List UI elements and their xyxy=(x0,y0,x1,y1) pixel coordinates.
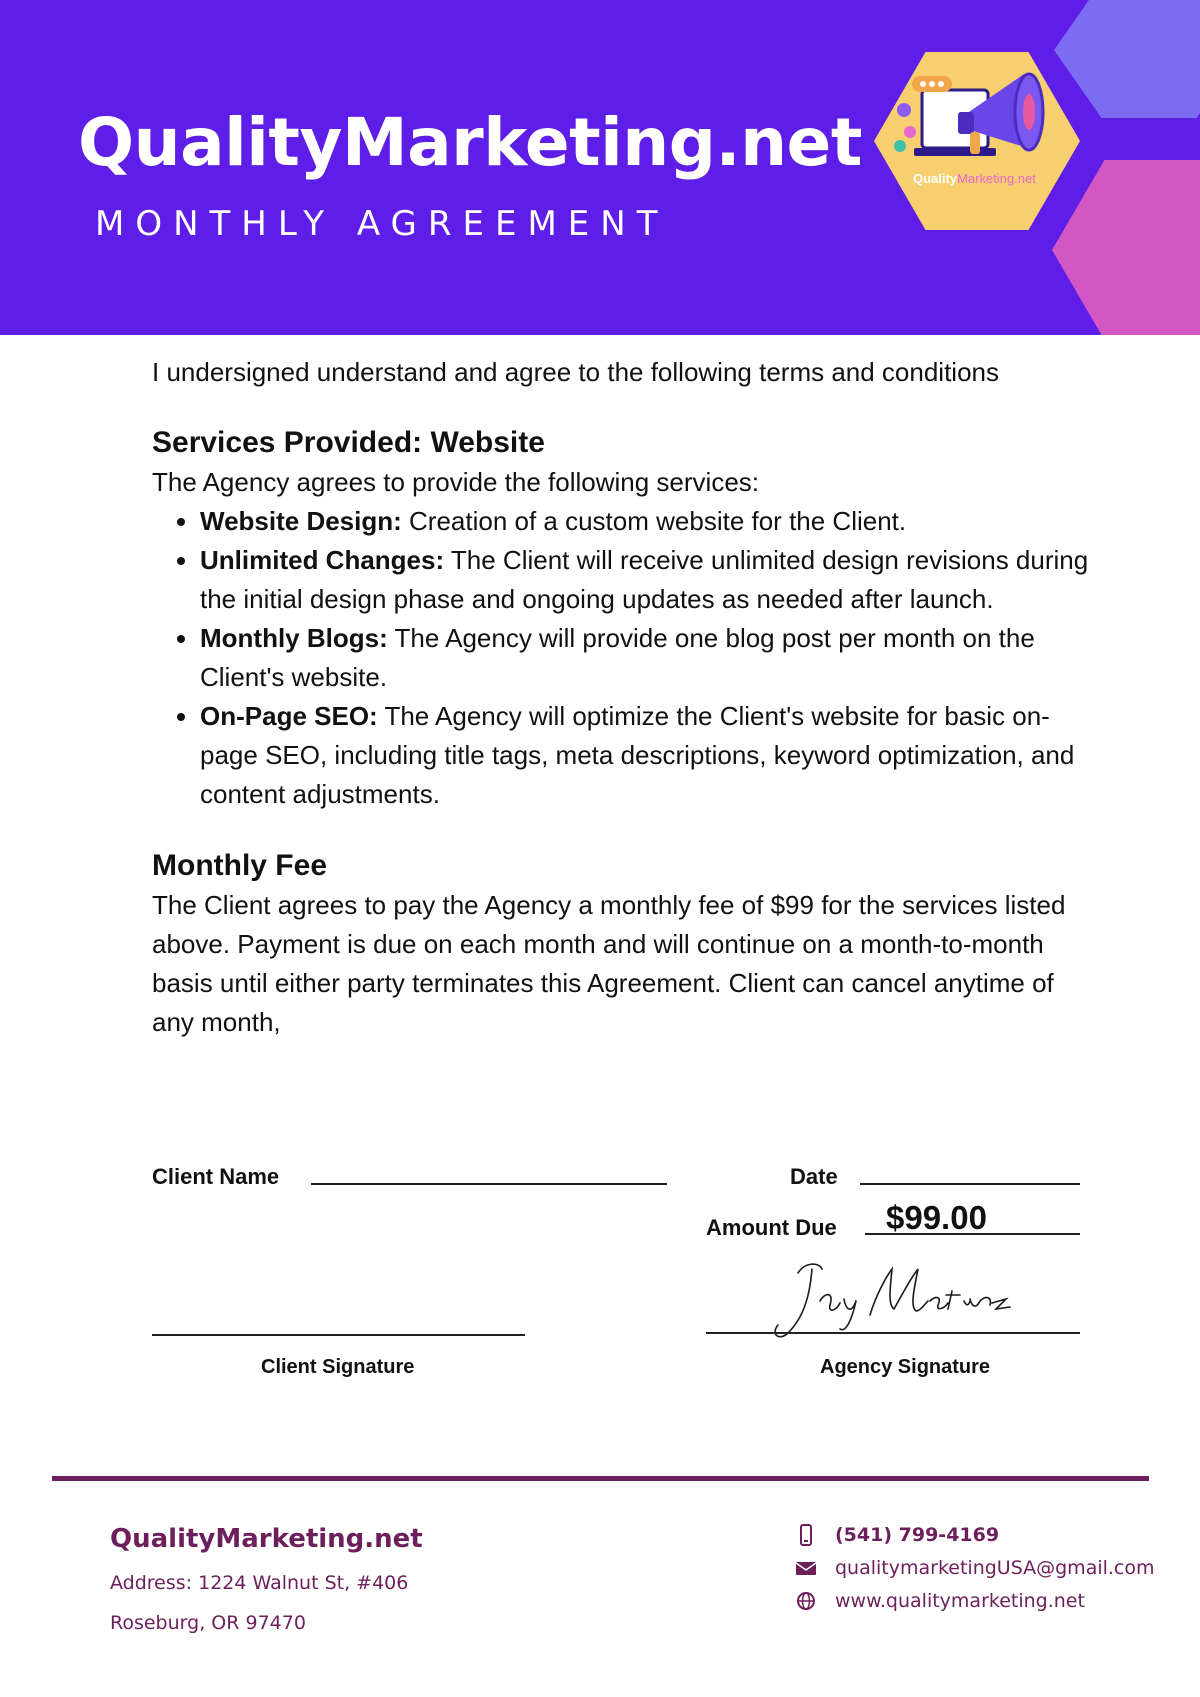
document-subtitle: MONTHLY AGREEMENT xyxy=(95,204,669,244)
service-description: The Client will receive unlimited design revisions during the initial design phase and ongoing updates as needed after launch. xyxy=(200,545,1089,614)
header-banner xyxy=(0,0,1200,335)
footer-divider xyxy=(52,1476,1149,1481)
service-term: On-Page SEO: xyxy=(200,701,378,731)
service-term: Website Design: xyxy=(200,506,402,536)
date-field[interactable] xyxy=(860,1183,1080,1185)
list-item xyxy=(200,619,1092,697)
date-label: Date xyxy=(790,1164,838,1189)
phone-icon xyxy=(795,1524,817,1546)
amount-due-label: Amount Due xyxy=(706,1215,837,1240)
services-list xyxy=(152,502,1092,814)
service-term: Monthly Blogs: xyxy=(200,623,388,653)
services-lead: The Agency agrees to provide the following services: xyxy=(152,467,760,497)
envelope-icon xyxy=(795,1557,817,1579)
contact-website[interactable] xyxy=(795,1590,1085,1612)
client-name-field[interactable] xyxy=(311,1183,667,1185)
service-description: The Agency will optimize the Client's website for basic on-page SEO, including title tags, meta descriptions, keyword optimization, and content adjustments. xyxy=(200,701,1075,809)
monthly-fee-text: The Client agrees to pay the Agency a monthly fee of $99 for the services listed above. Payment is due on each month and will continue on a month-to-month basis until either party terminates this Agreement. Client can cancel anytime of any month, xyxy=(152,890,1066,1037)
intro-statement: I undersigned understand and agree to the following terms and conditions xyxy=(152,357,1000,387)
megaphone-laptop-icon xyxy=(874,52,1080,230)
contact-email-text: qualitymarketingUSA@gmail.com xyxy=(835,1557,1155,1579)
logo-wordmark-quality: Quality xyxy=(913,171,958,186)
list-item xyxy=(200,502,1092,541)
amount-due-value: $99.00 xyxy=(886,1199,987,1236)
agreement-body xyxy=(152,355,1092,1042)
footer-address-line2: Roseburg, OR 97470 xyxy=(110,1612,306,1634)
brand-title: QualityMarketing.net xyxy=(78,104,862,181)
monthly-fee-heading: Monthly Fee xyxy=(152,849,328,882)
agency-signature-label: Agency Signature xyxy=(820,1356,991,1378)
service-description: The Agency will provide one blog post per month on the Client's website. xyxy=(200,623,1035,692)
list-item xyxy=(200,697,1092,814)
globe-icon xyxy=(795,1590,817,1612)
logo-wordmark xyxy=(913,171,1036,186)
footer-address-line1: Address: 1224 Walnut St, #406 xyxy=(110,1572,409,1594)
services-heading: Services Provided: Website xyxy=(152,426,545,459)
client-signature-line[interactable] xyxy=(152,1334,525,1336)
footer-brand: QualityMarketing.net xyxy=(110,1524,423,1554)
service-description: Creation of a custom website for the Client. xyxy=(401,506,907,536)
contact-phone[interactable] xyxy=(795,1524,999,1546)
list-item xyxy=(200,541,1092,619)
client-name-label: Client Name xyxy=(152,1164,280,1189)
agency-signature-line[interactable] xyxy=(706,1332,1080,1334)
service-term: Unlimited Changes: xyxy=(200,545,445,575)
contact-phone-text: (541) 799-4169 xyxy=(835,1524,1000,1546)
contact-website-text: www.qualitymarketing.net xyxy=(835,1590,1085,1612)
contact-email[interactable] xyxy=(795,1557,1155,1579)
logo-wordmark-marketing: Marketing.net xyxy=(957,171,1036,186)
client-signature-label: Client Signature xyxy=(261,1356,415,1378)
amount-due-field[interactable] xyxy=(865,1233,1080,1235)
